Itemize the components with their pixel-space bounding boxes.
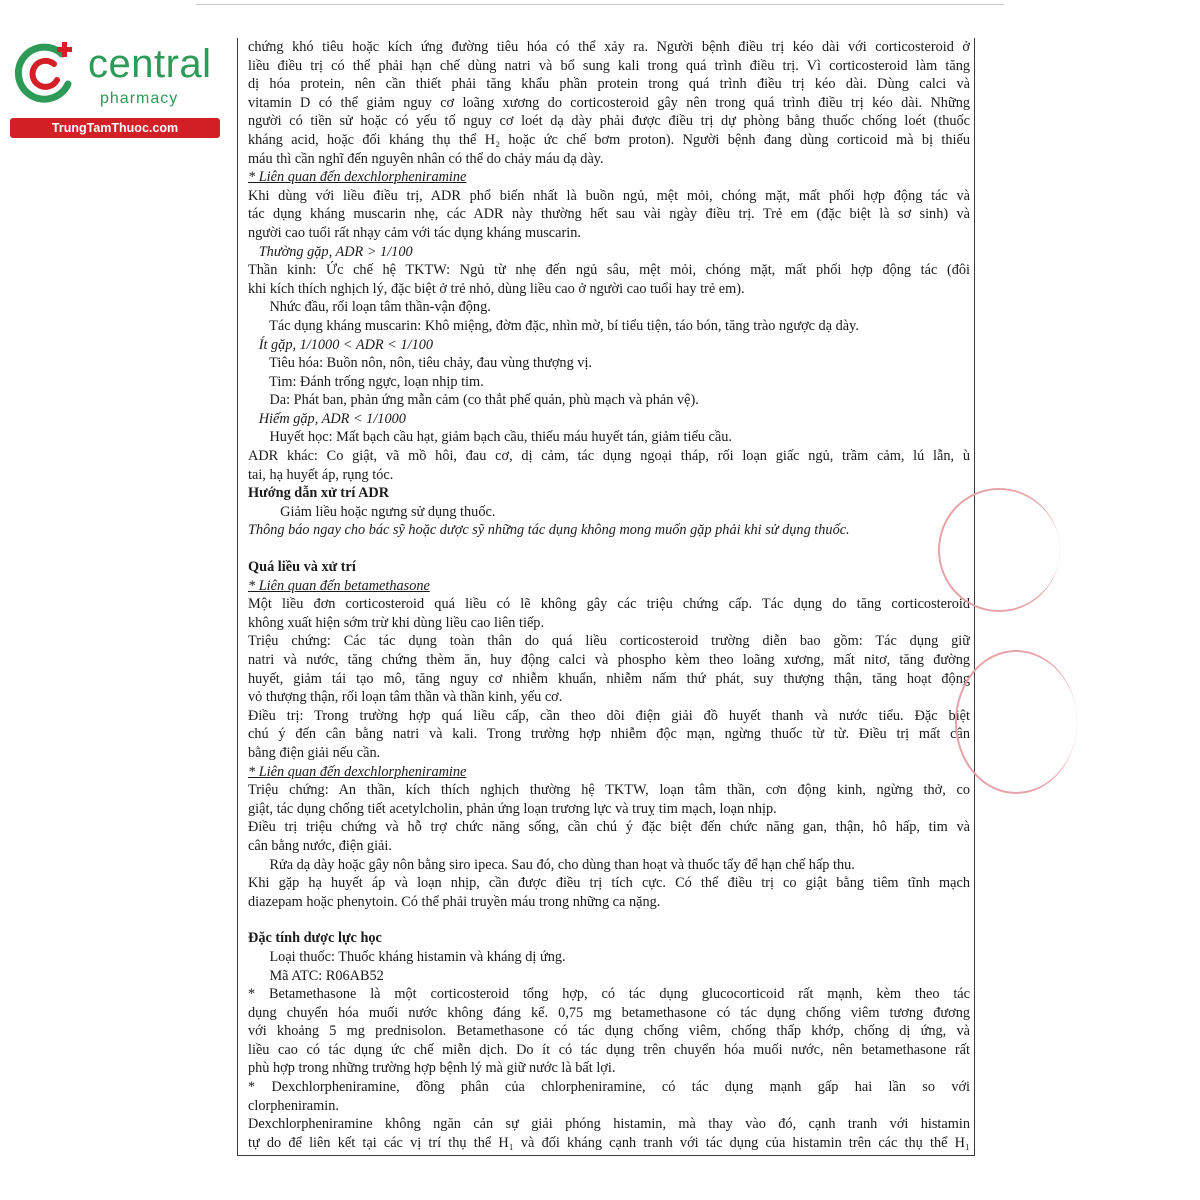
text-line: chứng khó tiêu hoặc kích ứng đường tiêu hóa có thể xảy ra. Người bệnh điều trị kéo dài với corticosteroid ở [248, 39, 970, 55]
logo-brand-name: central [88, 42, 212, 86]
text-line: máu thì cần nghĩ đến nguyên nhân có thể do chảy máu dạ dày. [248, 150, 604, 167]
text-line: Huyết học: Mất bạch cầu hạt, giảm bạch cầu, thiếu máu huyết tán, giảm tiểu cầu. [248, 429, 732, 446]
text-line: Loại thuốc: Thuốc kháng histamin và kháng dị ứng. [248, 948, 566, 965]
leaflet-page [237, 38, 975, 1156]
text-line: ADR khác: Co giật, vã mồ hôi, đau cơ, dị cảm, tác dụng ngoại tháp, rối loạn giấc ngủ, trầm cảm, lú lẫn, ù [248, 448, 970, 465]
text-line: Thông báo ngay cho bác sỹ hoặc dược sỹ những tác dụng không mong muốn gặp phải khi sử dụng thuốc. [248, 522, 850, 539]
text-line: Hiếm gặp, ADR < 1/1000 [248, 410, 406, 427]
text-line: tai, hạ huyết áp, rụng tóc. [248, 466, 394, 483]
text-line: tự do để liên kết tại các vị trí thụ thể H₁ và đối kháng cạnh tranh với tác dụng của histamin trên các thụ thể H₁ [248, 1134, 970, 1151]
text-line: vitamin D có thể giảm nguy cơ loãng xương do corticosteroid gây nên trong quá trình điều trị kéo dài. Những [248, 94, 970, 111]
page-top-edge [196, 0, 1004, 5]
text-line: Dexchlorpheniramine không ngăn cản sự giải phóng histamin, mà thay vào đó, cạnh tranh với histamin [248, 1116, 970, 1133]
text-line: phù hợp trong những trường hợp bệnh lý mà giữ nước là bất lợi. [248, 1060, 616, 1077]
text-line: * Betamethasone là một corticosteroid tổng hợp, có tác dụng glucocorticoid rất mạnh, kèm theo tác [248, 986, 970, 1003]
text-line: người có tiền sử hoặc có yếu tố nguy cơ loét dạ dày phải được điều trị dự phòng bằng thuốc chống loét (thuốc [248, 113, 970, 130]
text-line: cân bằng nước, điện giải. [248, 837, 392, 854]
text-line: Khi dùng với liều điều trị, ADR phổ biến nhất là buồn ngủ, mệt mỏi, chóng mặt, mất phối hợp động tác và [248, 187, 970, 204]
central-pharmacy-logo [10, 38, 220, 138]
section-heading: Hướng dẫn xử trí ADR [248, 485, 390, 502]
text-line: khi kích thích nghịch lý, đặc biệt ở trẻ nhỏ, dùng liều cao ở người cao tuổi hay trẻ em). [248, 280, 745, 297]
text-line: clorpheniramin. [248, 1097, 339, 1114]
subsection-heading: * Liên quan đến dexchlorpheniramine [248, 763, 467, 780]
text-line: người cao tuổi rất nhạy cảm với tác dụng kháng muscarin. [248, 224, 581, 241]
text-line: Da: Phát ban, phản ứng mẫn cảm (co thắt phế quản, phù mạch và phản vệ). [248, 392, 699, 409]
red-stamp-seal [938, 488, 1060, 612]
text-line: vỏ thượng thận, rối loạn tâm thần và thần kinh, yếu cơ. [248, 689, 563, 706]
text-line: natri và nước, tăng chứng thèm ăn, huy động calci và phospho kèm theo loãng xương, mất nitơ, tăng đường [248, 652, 970, 668]
text-line: không xuất hiện sớm trừ khi dùng liều cao liên tiếp. [248, 614, 545, 631]
text-line: Một liều đơn corticosteroid quá liều có lẽ không gây các triệu chứng cấp. Tác dụng do tăng corticosteroid [248, 596, 970, 613]
text-line: Nhức đầu, rối loạn tâm thần-vận động. [248, 299, 491, 316]
text-line: Mã ATC: R06AB52 [248, 967, 384, 984]
text-line: kháng acid, hoặc đối kháng thụ thể H₂ hoặc ức chế bơm proton). Người bệnh đang dùng corticoid mà bị thiếu [248, 131, 970, 148]
text-line: Tim: Đánh trống ngực, loạn nhịp tim. [248, 373, 484, 390]
text-line: Thần kinh: Ức chế hệ TKTW: Ngủ từ nhẹ đến ngủ sâu, mệt mỏi, chóng mặt, mất phối hợp động tác (đôi [248, 262, 970, 279]
text-line: dụng chuyển hóa muối nước không đáng kể. 0,75 mg betamethasone có tác dụng chống viêm tương đương [248, 1004, 970, 1021]
logo-url-bar: TrungTamThuoc.com [10, 118, 220, 138]
pharmacy-logo-icon [10, 38, 80, 108]
red-stamp-seal [955, 650, 1077, 794]
subsection-heading: * Liên quan đến betamethasone [248, 577, 430, 594]
text-line: giật, tác dụng chống tiết acetylcholin, phản ứng loạn trương lực và truỵ tim mạch, loạn nhịp. [248, 800, 777, 817]
text-line: Thường gặp, ADR > 1/100 [248, 243, 413, 260]
text-line: Khi gặp hạ huyết áp và loạn nhịp, cần được điều trị tích cực. Có thể điều trị co giật bằng tiêm tĩnh mạch [248, 875, 970, 892]
text-line: Rửa dạ dày hoặc gây nôn bằng siro ipeca. Sau đó, cho dùng than hoạt và thuốc tẩy để hạn chế hấp thu. [248, 856, 855, 873]
text-line: Triệu chứng: An thần, kích thích nghịch thường hệ TKTW, loạn tâm thần, cơn động kinh, ngừng thở, co [248, 782, 970, 799]
text-line: Triệu chứng: Các tác dụng toàn thân do quá liều corticosteroid trường diễn bao gồm: Tác dụng giữ [248, 633, 970, 650]
text-line: với khoảng 5 mg prednisolon. Betamethasone có tác dụng chống viêm, chống thấp khớp, chống dị ứng, và [248, 1023, 970, 1040]
section-heading: Đặc tính dược lực học [248, 930, 382, 947]
text-line: diazepam hoặc phenytoin. Có thể phải truyền máu trong những ca nặng. [248, 893, 661, 910]
text-line: liều điều trị có thể phải hạn chế dùng natri và bổ sung kali trong quá trình điều trị. Vì corticosteroid làm tăng [248, 57, 970, 74]
paragraph-gap [248, 540, 970, 558]
text-line: Giảm liều hoặc ngưng sử dụng thuốc. [248, 503, 496, 520]
text-line: tác dụng kháng muscarin nhẹ, các ADR này thường hết sau vài ngày điều trị. Trẻ em (đặc biệt là sơ sinh) và [248, 206, 970, 223]
logo-brand-sub: pharmacy [100, 90, 179, 107]
section-heading: Quá liều và xử trí [248, 559, 356, 576]
text-line: * Dexchlorpheniramine, đồng phân của chlorpheniramine, có tác dụng mạnh gấp hai lần so với [248, 1079, 970, 1096]
text-line: bằng điện giải nếu cần. [248, 744, 381, 761]
text-line: Tiêu hóa: Buồn nôn, nôn, tiêu chảy, đau vùng thượng vị. [248, 355, 592, 372]
text-line: Tác dụng kháng muscarin: Khô miệng, đờm đặc, nhìn mờ, bí tiểu tiện, táo bón, tăng trào ngược dạ dày. [248, 317, 859, 334]
text-line: Ít gặp, 1/1000 < ADR < 1/100 [248, 336, 434, 353]
text-line: Điều trị triệu chứng và hỗ trợ chức năng sống, cần chú ý đặc biệt đến chức năng gan, thận, hô hấp, tim và [248, 819, 970, 836]
subsection-heading: * Liên quan đến dexchlorpheniramine [248, 169, 467, 186]
text-line: Điều trị: Trong trường hợp quá liều cấp, cần theo dõi điện giải đồ huyết thanh và nước tiểu. Đặc biệt [248, 707, 970, 724]
paragraph-gap [248, 911, 970, 929]
text-line: chú ý đến cân bằng natri và kali. Trong trường hợp nhiễm độc mạn, ngừng thuốc từ từ. Điều trị mất cân [248, 726, 970, 743]
text-line: dị hóa protein, nên cần thiết phải tăng khẩu phần protein trong quá trình điều trị kéo dài. Dùng calci và [248, 76, 970, 93]
text-line: huyết, giảm tái tạo mô, tăng nguy cơ nhiễm khuẩn, nhiễm nấm thứ phát, suy thượng thận, tăng hoạt động [248, 670, 970, 687]
text-line: liều cao có tác dụng ức chế miễn dịch. Do ít có tác dụng trên chuyển hóa muối nước, nên betamethasone rất [248, 1041, 970, 1058]
